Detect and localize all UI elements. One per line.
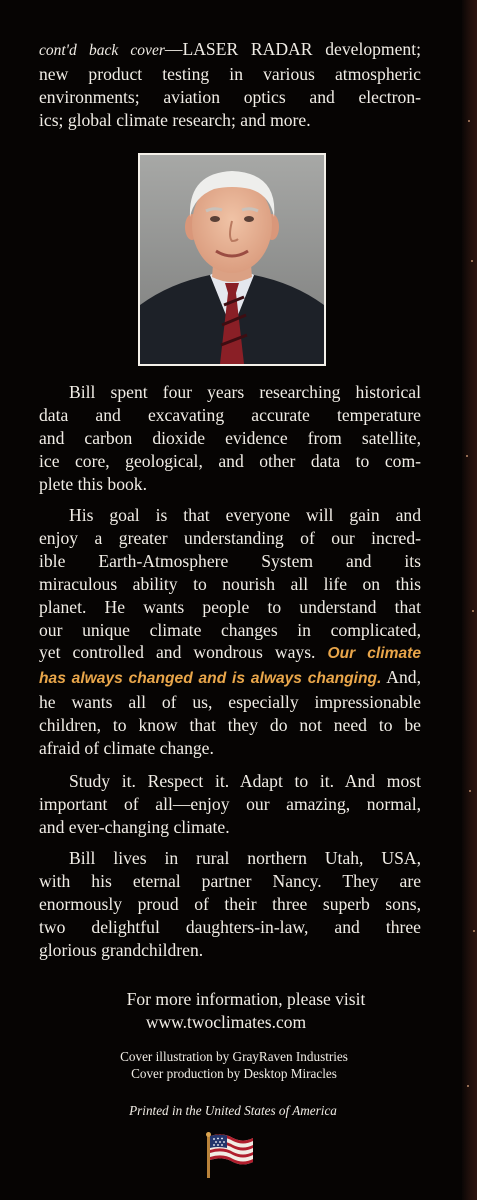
speck <box>472 610 474 612</box>
text-line: Study it. Respect it. Adapt to it. And most <box>69 771 421 791</box>
text-line: ice core, geological, and other data to com- <box>39 450 421 471</box>
speck <box>467 1085 469 1087</box>
text-line: with his eternal partner Nancy. They are <box>39 870 421 891</box>
text-line: Bill lives in rural northern Utah, USA, <box>69 848 421 868</box>
bio-paragraph-goal <box>39 504 421 760</box>
book-spine-edge <box>462 0 477 1200</box>
text-line: enormously proud of their three superb sons, <box>39 893 421 914</box>
text-line: data and excavating accurate temperature <box>39 404 421 425</box>
text-line: has always changed and is always changing. And, <box>39 667 421 688</box>
text-line: environments; aviation optics and electron- <box>39 86 421 107</box>
text-line: and ever-changing climate. <box>39 816 230 837</box>
text-line: children, to know that they do not need to be <box>39 715 421 736</box>
continued-label: cont'd back cover <box>39 42 165 59</box>
speck <box>469 790 471 792</box>
speck <box>468 120 470 122</box>
speck <box>473 930 475 932</box>
text-line: he wants all of us, especially impressionable <box>39 692 421 713</box>
text-line: important of all—enjoy our amazing, normal, <box>39 793 421 814</box>
text-line: cont'd back cover—LASER RADAR development; <box>39 39 421 59</box>
bio-paragraph-advice <box>39 770 421 839</box>
flag-illustration <box>205 1132 255 1178</box>
bio-paragraph-family <box>39 847 421 962</box>
text-line: and carbon dioxide evidence from satellite, <box>39 427 421 448</box>
text-line: our unique climate changes in complicated, <box>39 619 421 640</box>
text-line: ics; global climate research; and more. <box>39 109 311 130</box>
speck <box>466 455 468 457</box>
text-line: Bill spent four years researching historical <box>69 382 421 402</box>
credit-production: Cover production by Desktop Miracles <box>131 1066 337 1081</box>
text-line: new product testing in various atmospheric <box>39 63 421 84</box>
text-line: two delightful daughters-in-law, and three <box>39 916 421 937</box>
highlight-text: has always changed and is always changing. <box>39 670 382 688</box>
text-line: plete this book. <box>39 473 147 494</box>
highlight-text: Our climate <box>327 645 421 663</box>
cover-credits <box>0 1048 462 1082</box>
website-link[interactable]: www.twoclimates.com <box>145 1012 307 1032</box>
text-line: afraid of climate change. <box>39 738 214 759</box>
text-line: ible Earth-Atmosphere System and its <box>39 550 421 571</box>
intro-paragraph <box>39 38 421 132</box>
us-flag-icon <box>205 1132 255 1183</box>
portrait-illustration <box>140 155 324 364</box>
text-line: His goal is that everyone will gain and <box>69 505 421 525</box>
speck <box>471 260 473 262</box>
text-line: yet controlled and wondrous ways. Our climate <box>39 642 421 663</box>
text-line: planet. He wants people to understand that <box>39 596 421 617</box>
more-info <box>0 988 462 1034</box>
text-line: glorious grandchildren. <box>39 939 204 960</box>
author-photo <box>138 153 326 366</box>
bio-paragraph-research <box>39 381 421 496</box>
text-line: enjoy a greater understanding of our incred- <box>39 527 421 548</box>
text-line: miraculous ability to nourish all life on this <box>39 573 421 594</box>
printed-in: Printed in the United States of America <box>129 1103 337 1118</box>
info-line: For more information, please visit <box>126 989 366 1009</box>
credit-illustration: Cover illustration by GrayRaven Industries <box>120 1049 348 1064</box>
